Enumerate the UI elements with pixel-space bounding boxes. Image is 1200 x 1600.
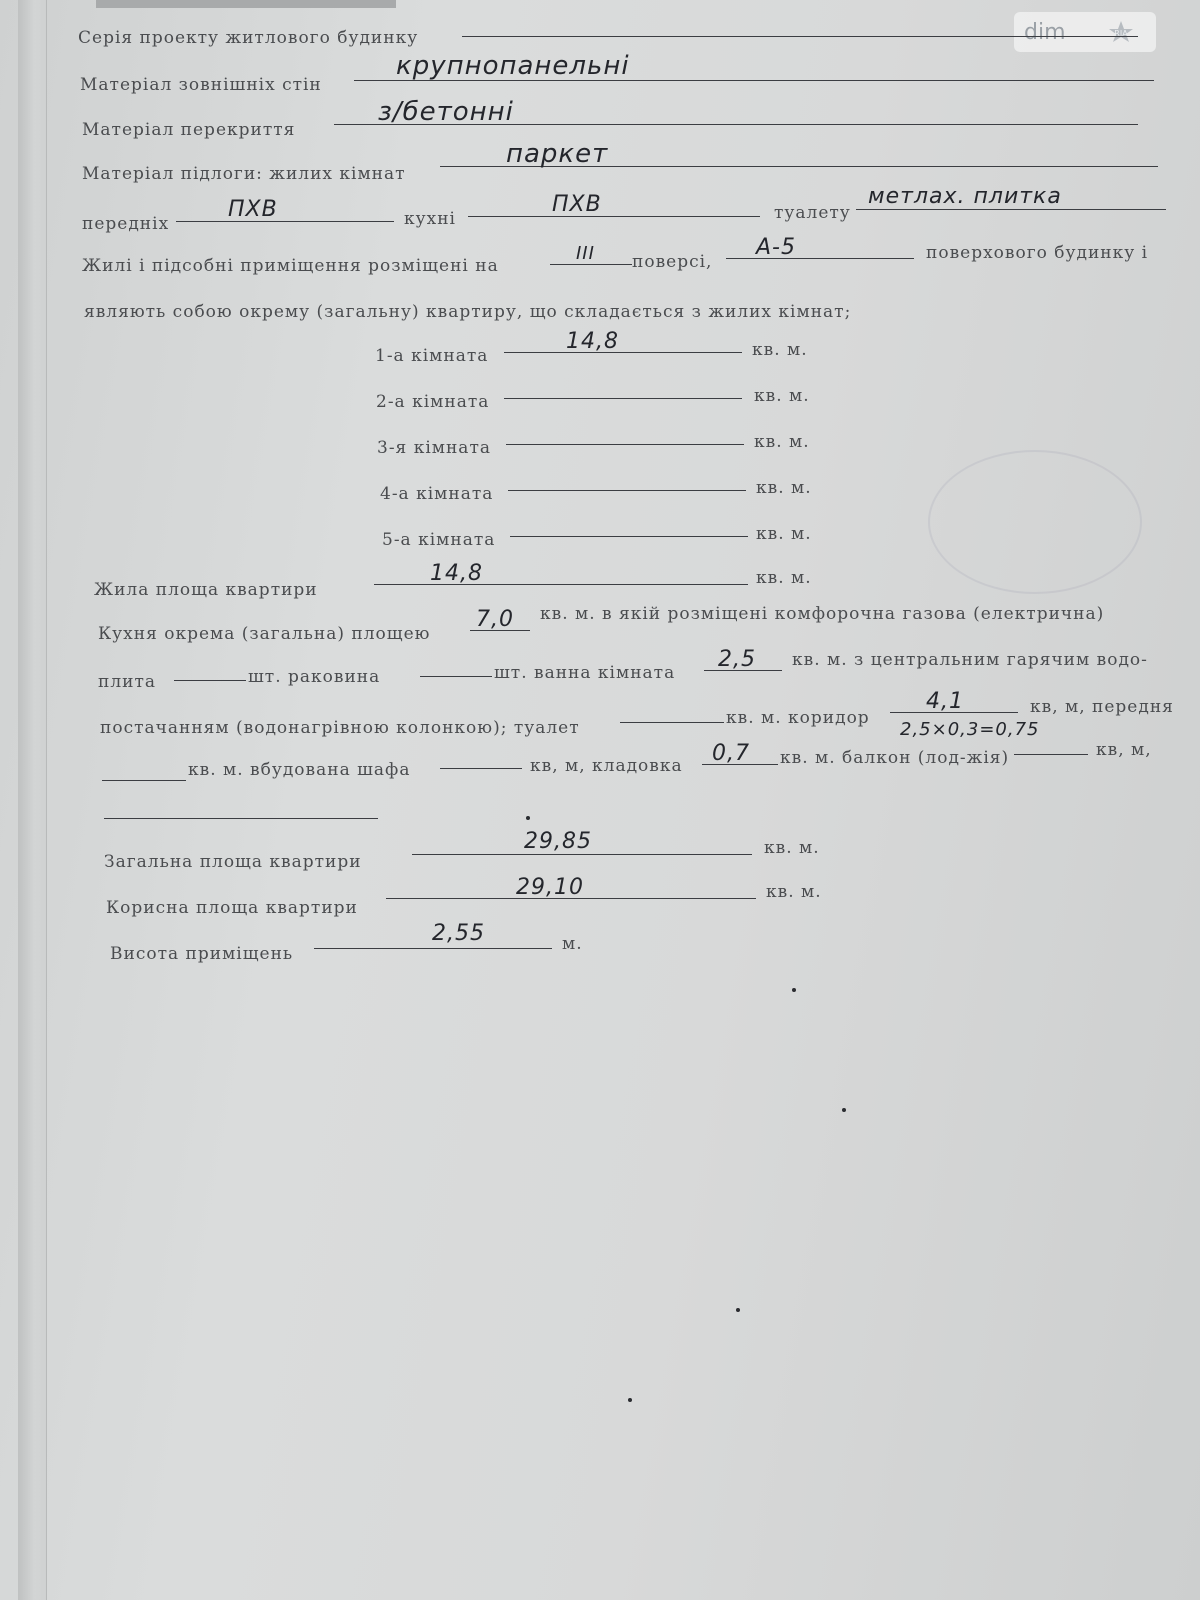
toilet-area-field	[620, 722, 724, 723]
location-label-d: являють собою окрему (загальну) квартиру, що складається з жилих кімнат;	[84, 302, 852, 322]
stove-field	[174, 680, 246, 681]
speck	[526, 816, 530, 820]
living-area-unit: кв. м.	[756, 568, 812, 588]
bathroom-value: 2,5	[718, 647, 756, 672]
floor-label: Матеріал підлоги: жилих кімнат	[82, 164, 406, 184]
room-2-label: 2-а кімната	[376, 392, 490, 412]
living-area-value: 14,8	[430, 561, 483, 586]
top-edge-shadow	[96, 0, 396, 8]
ceiling-label: Матеріал перекриття	[82, 120, 296, 140]
toilet-field	[856, 209, 1166, 210]
room-4-field	[508, 490, 746, 491]
walls-value: крупнопанельні	[396, 51, 630, 81]
living-area-label: Жила площа квартири	[94, 580, 318, 600]
stove-label: плита	[98, 672, 157, 692]
height-value: 2,55	[432, 921, 485, 946]
watermark-text: dim	[1024, 19, 1066, 45]
room-4-label: 4-а кімната	[380, 484, 494, 504]
total-area-label: Загальна площа квартири	[104, 852, 362, 872]
useful-area-label: Корисна площа квартири	[106, 898, 358, 918]
sink-field	[420, 676, 492, 677]
speck	[628, 1398, 632, 1402]
height-label: Висота приміщень	[110, 944, 294, 964]
extra-line	[104, 818, 378, 819]
room-5-unit: кв. м.	[756, 524, 812, 544]
location-label-a: Жилі і підсобні приміщення розміщені на	[82, 256, 499, 276]
room-1-field	[504, 352, 742, 353]
room-2-unit: кв. м.	[754, 386, 810, 406]
bathroom-line-b: кв. м. з центральним гарячим водо-	[792, 650, 1148, 670]
room-1-value: 14,8	[566, 329, 619, 354]
hall-area-field	[102, 780, 186, 781]
kitchen-floor-field	[468, 216, 760, 217]
room-5-field	[510, 536, 748, 537]
series-label: Серія проекту житлового будинку	[78, 28, 419, 48]
speck	[792, 988, 796, 992]
height-field	[314, 948, 552, 949]
balcony-field	[1014, 754, 1088, 755]
useful-area-unit: кв. м.	[766, 882, 822, 902]
storeys-field	[726, 258, 914, 259]
watermark	[1014, 12, 1156, 52]
total-area-field	[412, 854, 752, 855]
ria-logo-icon	[1096, 19, 1146, 45]
corridor-line-b: кв, м, передня	[1030, 697, 1174, 717]
location-label-c: поверхового будинку і	[926, 243, 1149, 263]
hall-field	[176, 221, 394, 222]
hall2-label: кв. м. вбудована шафа	[188, 760, 411, 780]
walls-label: Матеріал зовнішніх стін	[80, 75, 322, 95]
floor-rooms-value: паркет	[506, 139, 609, 169]
room-3-label: 3-я кімната	[377, 438, 491, 458]
toilet-value: метлах. плитка	[868, 184, 1062, 209]
room-2-field	[504, 398, 742, 399]
series-field	[462, 36, 1138, 37]
floor-number-field	[550, 264, 632, 265]
faint-stamp	[928, 450, 1142, 594]
location-label-b: поверсі,	[632, 252, 713, 272]
floor-number-value: III	[576, 243, 595, 264]
balcony-label: кв. м. балкон (лод-жія)	[780, 748, 1010, 768]
kitchen-line-a: Кухня окрема (загальна) площею	[98, 624, 431, 644]
closet-unit: кв, м, кладовка	[530, 756, 683, 776]
toilet-label: туалету	[774, 203, 851, 223]
storage-value: 0,7	[712, 741, 750, 766]
storeys-value: А-5	[756, 235, 796, 260]
room-1-label: 1-а кімната	[375, 346, 489, 366]
room-4-unit: кв. м.	[756, 478, 812, 498]
room-5-label: 5-а кімната	[382, 530, 496, 550]
room-3-field	[506, 444, 744, 445]
speck	[842, 1108, 846, 1112]
hall-label: передніх	[82, 214, 170, 234]
sink-label: шт. раковина	[248, 667, 381, 687]
kitchen-area-value: 7,0	[476, 607, 514, 632]
room-1-unit: кв. м.	[752, 340, 808, 360]
svg-text:RIA: RIA	[1114, 29, 1128, 38]
room-3-unit: кв. м.	[754, 432, 810, 452]
corridor-note: 2,5×0,3=0,75	[900, 719, 1040, 740]
water-line-b: кв. м. коридор	[726, 708, 870, 728]
kitchen-line-b: кв. м. в якій розміщені комфорочна газова (електрична)	[540, 604, 1105, 624]
kitchen-floor-value: ПХВ	[552, 192, 602, 217]
useful-area-value: 29,10	[516, 875, 584, 900]
bathroom-label: шт. ванна кімната	[494, 663, 676, 683]
page-fold	[18, 0, 47, 1600]
total-area-unit: кв. м.	[764, 838, 820, 858]
closet-field	[440, 768, 522, 769]
water-line-a: постачанням (водонагрівною колонкою); туалет	[100, 718, 580, 738]
total-area-value: 29,85	[524, 829, 592, 854]
balcony-unit: кв, м,	[1096, 740, 1152, 760]
height-unit: м.	[562, 934, 583, 954]
kitchen-floor-label: кухні	[404, 209, 456, 229]
corridor-value: 4,1	[926, 689, 964, 714]
speck	[736, 1308, 740, 1312]
hall-value: ПХВ	[228, 197, 278, 222]
ceiling-value: з/бетонні	[378, 97, 514, 127]
